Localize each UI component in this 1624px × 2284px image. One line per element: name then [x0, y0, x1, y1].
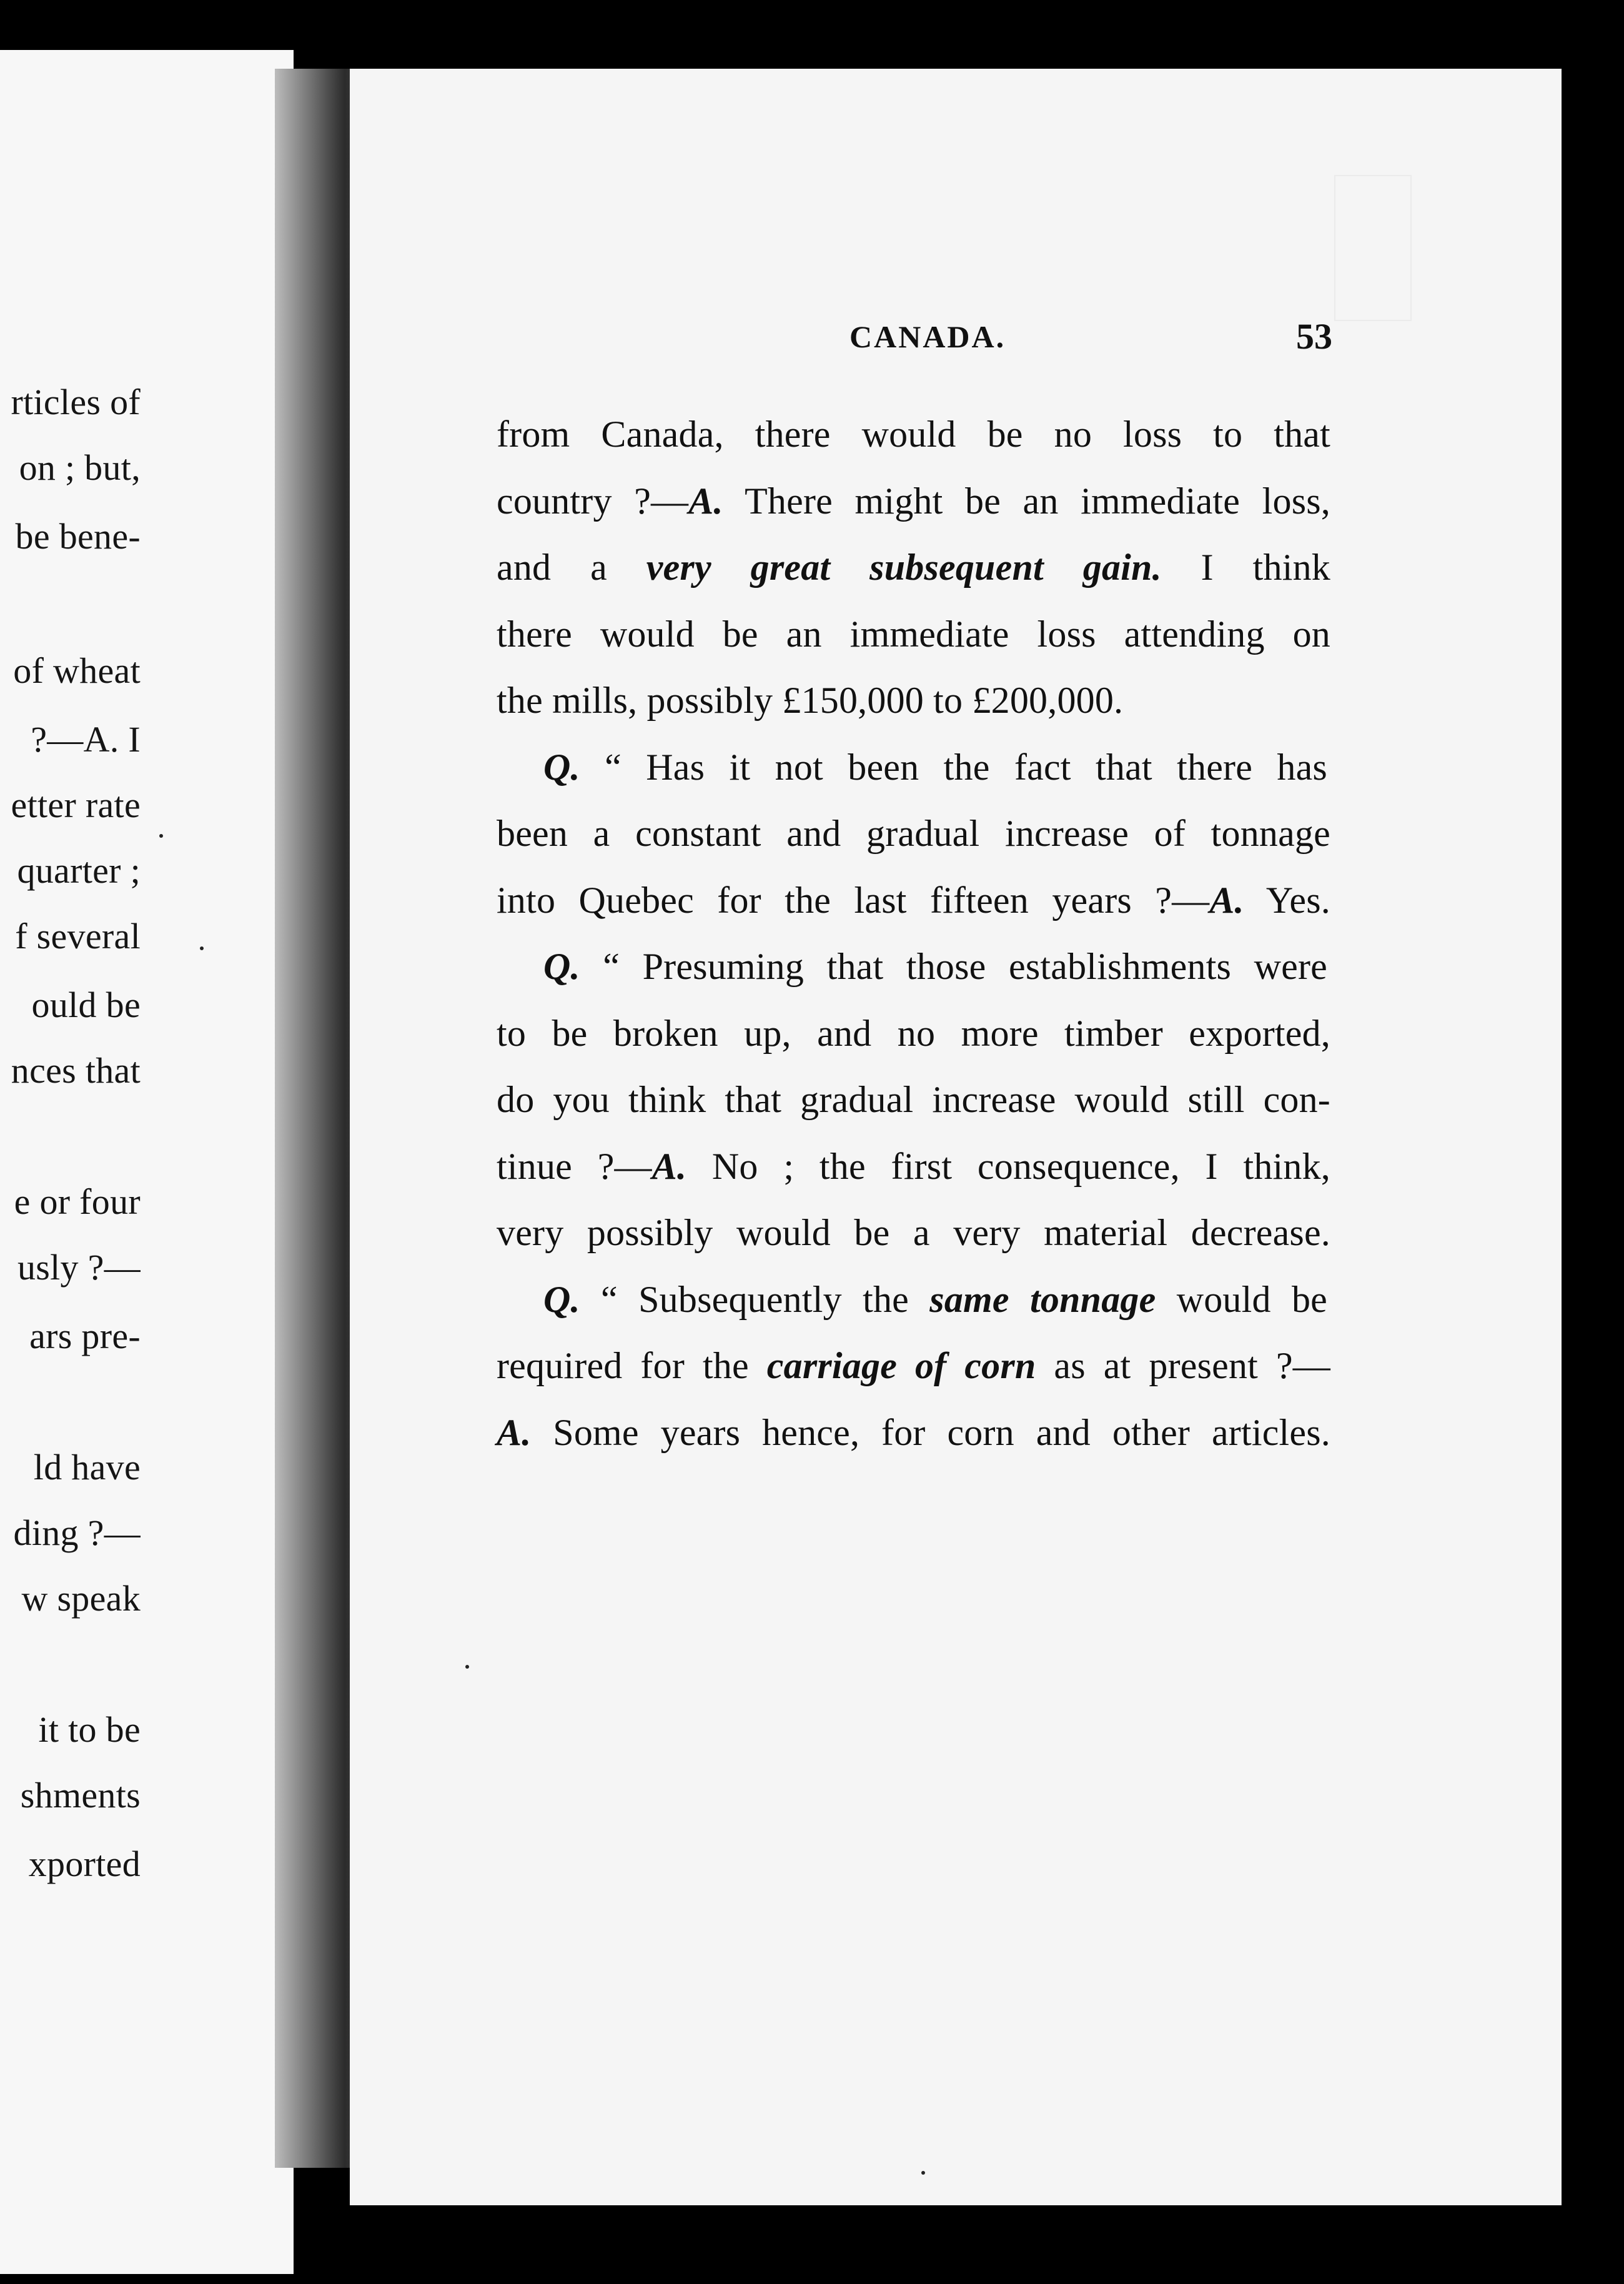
speck — [200, 946, 204, 950]
bleed-through-mark — [1334, 175, 1412, 321]
left-page-text-fragment: f several — [15, 916, 141, 956]
text-line: there would be an immediate loss attending on — [497, 613, 1330, 655]
left-page-text-fragment: ld have — [33, 1447, 141, 1487]
text-line: into Quebec for the last fifteen years ?—A. Yes. — [497, 880, 1330, 921]
left-page-text-fragment: rticles of — [11, 382, 141, 422]
text-line: from Canada, there would be no loss to that — [497, 414, 1330, 455]
speck — [465, 1665, 469, 1669]
text-line: country ?—A. There might be an immediate loss, — [497, 480, 1330, 522]
left-page-text-fragment: xported — [28, 1844, 141, 1884]
speck — [159, 834, 163, 838]
text-line: very possibly would be a very material decrease. — [497, 1212, 1330, 1253]
page-number: 53 — [1296, 316, 1332, 357]
left-page-text-fragment: it to be — [38, 1709, 141, 1750]
left-page-text-fragment: of wheat — [13, 650, 141, 691]
left-page-text-fragment: quarter ; — [17, 850, 141, 891]
left-page-text-fragment: shments — [20, 1775, 141, 1815]
left-page-text-fragment: on ; but, — [19, 447, 141, 488]
left-page-text-fragment: ?—A. I — [31, 719, 141, 760]
left-page-text-fragment: w speak — [21, 1578, 141, 1619]
left-page-text-fragment: usly ?— — [17, 1247, 141, 1288]
text-line: and a very great subsequent gain. I think — [497, 547, 1330, 588]
left-page-text-fragment: etter rate — [11, 785, 141, 825]
left-page-text-fragment: ars pre- — [29, 1316, 141, 1356]
text-line: A. Some years hence, for corn and other articles. — [497, 1412, 1330, 1453]
left-page-text-fragment: e or four — [14, 1181, 141, 1222]
text-line: Q. “ Has it not been the fact that there has — [543, 747, 1327, 788]
text-line: been a constant and gradual increase of tonnage — [497, 813, 1330, 854]
text-line: to be broken up, and no more timber exported, — [497, 1013, 1330, 1054]
left-page-text-fragment: ding ?— — [13, 1512, 141, 1553]
left-page-text-fragment: nces that — [11, 1050, 141, 1091]
left-page-text-fragment: ould be — [31, 985, 141, 1025]
text-line: do you think that gradual increase would still con- — [497, 1079, 1330, 1120]
text-line: tinue ?—A. No ; the first consequence, I think, — [497, 1146, 1330, 1187]
running-head: CANADA. — [849, 319, 1006, 354]
text-line: Q. “ Presuming that those establishments were — [543, 946, 1327, 987]
speck — [921, 2171, 925, 2175]
right-page — [350, 69, 1562, 2205]
text-line: the mills, possibly £150,000 to £200,000. — [497, 680, 1124, 721]
text-line: required for the carriage of corn as at present ?— — [497, 1345, 1330, 1386]
text-line: Q. “ Subsequently the same tonnage would be — [543, 1279, 1328, 1320]
left-page-text-fragment: be bene- — [15, 516, 141, 557]
